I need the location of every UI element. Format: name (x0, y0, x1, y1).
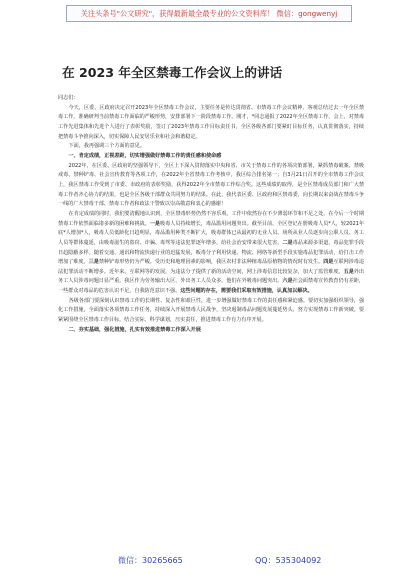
document-title: 在 2023 年全区禁毒工作会议上的讲话 (62, 65, 283, 80)
point-5-label: 五是 (343, 268, 354, 275)
section-heading-1: 一、肯定成绩，正视差距，切实增强做好禁毒工作的责任感和使命感 (68, 152, 222, 159)
point-1-text: 吸毒人员持续增长，毒品滥用问题突出。截至目前，全区登记在册吸毒人员*人，较2021年底*人增加*人，吸毒人员低龄化日趋明显，毒品滥用种类不断扩大，吸毒群体已从最初的无业人员、场所从业人员逐步向公职人员、务工人员等群体蔓延，由吸毒滋生的盗窃、诈骗、毒驾等违法犯罪逐年增多，给社会治安带来很大危害。 (58, 220, 364, 246)
paragraph-intro: 今天，区委、区政府决定召开2023年全区禁毒工作会议，主要任务是传达贯彻省、市禁毒工作会议精神，客观总结过去一年全区禁毒工作，准确研判当前禁毒工作面临的严峻形势，安排部署下一阶段禁毒工作。刚才，*同志通报了2022年全区禁毒工作，会上，对禁毒工作先进集体和先进个人进行了表彰奖励，签订了2023年禁毒工作目标责任书，全区各级各部门要紧盯目标任务，认真贯彻落实，持续把禁毒斗争推向深入，切实保障人民安居乐业和社会和谐稳定。 (58, 104, 364, 140)
banner-text: 关注头条号"公文研究"，获得最新最全最专业的公文资料库！ 微信：gongwenyj (80, 9, 338, 18)
paragraph-problems (58, 210, 364, 297)
problems-conclusion: 这些问题的存在，需要我们采取有效措施，认真加以解决。 (180, 288, 313, 295)
point-2-text: 毒品来源多渠道，毒品犯罪手段日趋隐蔽多样。随着交通、通讯和物流快递行业的迅猛发展，贩毒分子利用快递、物流、网络等新型手段实施毒品犯罪活动，给打击工作增加了难度。 (58, 239, 364, 266)
point-1-label: 一是 (149, 220, 160, 227)
paragraph-transition: 下面，我再强调三个方面的意见。 (68, 143, 145, 150)
point-2-label: 二是 (282, 239, 293, 246)
document-body (58, 94, 364, 335)
footer-wechat: 微信：30265665 (118, 556, 183, 565)
problems-intro: 在肯定成绩的同时，我们要清醒地认识到，全区禁毒形势仍然不容乐观，工作中依然存在不少薄弱环节和不足之处，在今后一个时期禁毒工作依然面临诸多新的困难和挑战。 (58, 210, 364, 227)
paragraph-requirements: 各级各部门要深刻认识禁毒工作的长期性、复杂性和艰巨性，进一步增强做好禁毒工作的责任感和紧迫感。要切实加强组织领导，强化工作措施，全面落实各项禁毒工作任务，持续深入开展禁毒人民战争，坚决遏制毒品问题发展蔓延势头，努力实现禁毒工作新突破。要紧紧围绕全区禁毒工作目标，结合实际，科学谋划，压实责任，推进禁毒工作有力有序开展。 (58, 297, 364, 324)
point-4-label: 四是 (323, 259, 334, 266)
top-banner (66, 5, 352, 22)
footer-qq: QQ：535304092 (255, 556, 322, 565)
point-3-text: 禁种铲毒形势仍为严峻。受历史和地理因素的影响，我区农村非法种植毒品原植物的情况时有发生。 (98, 259, 324, 266)
salutation: 同志们： (58, 95, 79, 101)
point-6-label: 六是 (282, 278, 293, 285)
point-3-label: 三是 (88, 259, 99, 266)
point-5-text: 外出务工人员涉毒问题日显严重。我区作为劳务输出大区，外出务工人员众多，他们在外吸毒问题突出。 (58, 268, 364, 285)
section-heading-2: 二、夯实基础，强化措施，扎实有效推进禁毒工作深入开展 (68, 326, 201, 333)
paragraph-achievements: 2022年，在区委、区政府的坚强领导下，全区上下深入贯彻落实中央和省、市关于禁毒工作的各项决策部署，紧抓禁毒破案、禁吸戒毒、禁种铲毒、社会宣传教育等各项工作，在2022年全省禁毒工作考核中，我区综合排名第一；自3月21日召开的全市禁毒工作会议上，我区禁毒工作受到了市委、市政府的表彰奖励，获得2022年全市禁毒工作综合奖。这些成绩的取得，是全区禁毒成员部门和广大禁毒工作者齐心协力的结果，也是全区各级干部群众共同努力的结果。在此，我代表区委、区政府和区禁毒委，向长期以来奋战在禁毒斗争一线的广大禁毒干部、禁毒工作者和政法干警致以崇高敬意和衷心的感谢！ (58, 162, 364, 208)
point-6-text: 社会面禁毒宣传教育仍有差距，一些群众对毒品的危害认识不足，自我防范意识不强。 (58, 278, 364, 295)
point-4-text: 互联网涉毒违法犯罪活动不断增多。近年来，互联网等的发展，为违法分子提供了新的活动空间，网上涉毒信息比较复杂，加大了监管难度。 (58, 259, 364, 275)
